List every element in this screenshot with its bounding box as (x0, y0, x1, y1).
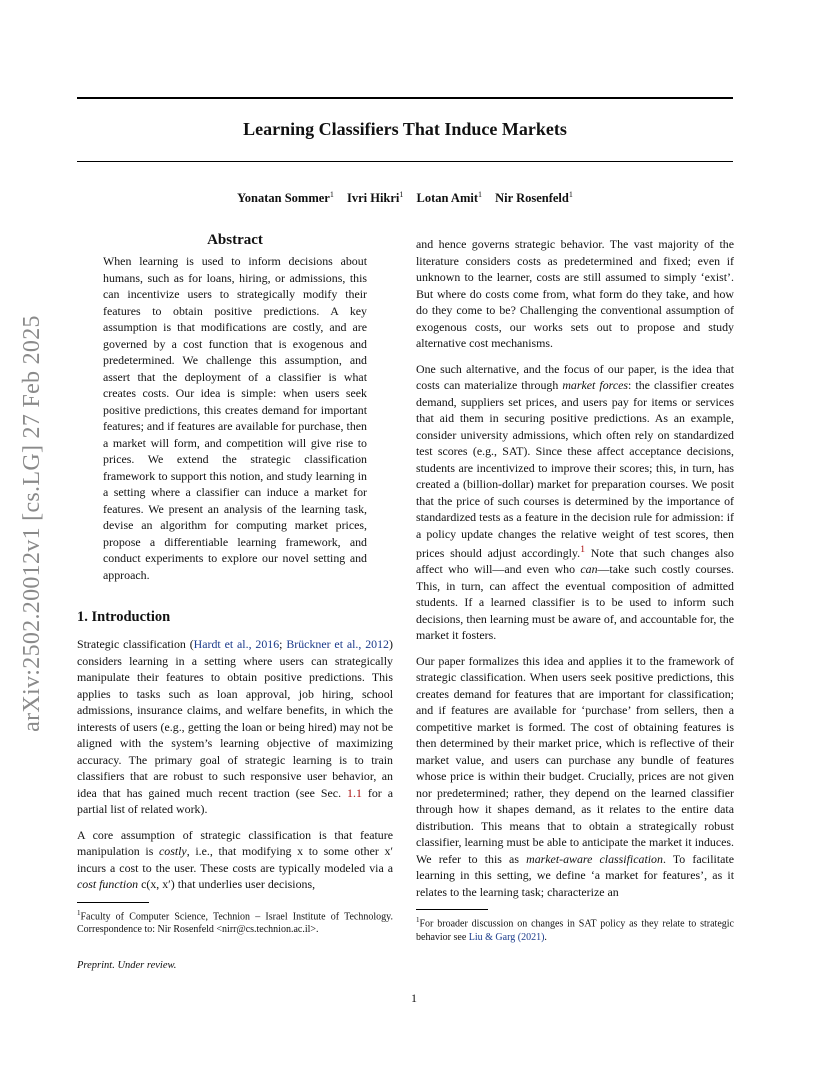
author: Yonatan Sommer$^1$ (237, 190, 334, 206)
intro-paragraph-4: One such alternative, and the focus of our paper, is the idea that costs can materialize through market forces: the classifier creates demand, suppliers set prices, and users pay for items or services that aid them in securing positive predictions. As an example, consider university admissions, which often rely on standardized test scores (e.g., SAT). Since these affect acceptance decisions, students are incentivized to improve their scores; this, in turn, has created a (billion-dollar) market for preparation courses. We posit that the price of such courses is determined by the importance of standardized tests as a feature in the decision rule for admission: if a policy update changes the relative weight of test scores, then prices should adjust accordingly.$^1$ Note that such changes also affect who will—and even who can—take such costly courses. This, in turn, can affect the eventual composition of admitted students. If a learned classifier is to be used to inform such decisions, then learning must be aware of, and accountable for, the market it fosters. (416, 361, 734, 643)
sat-policy-footnote: $^1$For broader discussion on changes in SAT policy as they relate to strategic behavior see Liu & Garg (2021). (416, 916, 734, 943)
preprint-notice: Preprint. Under review. (77, 960, 177, 971)
author: Lotan Amit$^1$ (416, 190, 482, 206)
footnote-marker-link[interactable]: 1 (580, 544, 586, 555)
title-top-rule (77, 97, 733, 99)
paper-title: Learning Classifiers That Induce Markets (243, 119, 567, 139)
footnote-rule (416, 909, 488, 910)
affiliation-footnote: $^1$Faculty of Computer Science, Technion – Israel Institute of Technology. Correspondence to: Nir Rosenfeld <nirr@cs.technion.ac.il>. (77, 908, 393, 935)
intro-paragraph-3: and hence governs strategic behavior. The vast majority of the literature considers costs as predetermined and fixed; even if unknown to the learner, costs are still assumed to simply ‘exist’. But where do costs come from, what form do they take, and how do they come to be? Challenging the conventional assumption of exogenous costs, our works sets out to propose and study alternative cost mechanisms. (416, 237, 734, 350)
section-reference-link[interactable]: 1.1 (347, 785, 362, 800)
abstract-heading: Abstract (207, 232, 263, 248)
arxiv-identifier-stamp[interactable] (6, 288, 58, 758)
section-heading-introduction: 1. Introduction (77, 609, 171, 625)
page-number: 1 (411, 991, 417, 1005)
author-list (77, 190, 733, 206)
left-column (77, 232, 393, 936)
intro-paragraph-2: A core assumption of strategic classification is that feature manipulation is costly, i.e., that modifying x to some other x′ incurs a cost to the user. These costs are typically modeled via a cost function c(x, x′) that underlies user decisions, (77, 827, 393, 891)
footnote-rule (77, 902, 149, 903)
citation-link[interactable]: Liu & Garg (2021) (468, 931, 545, 943)
abstract-text: When learning is used to inform decisions about humans, such as for loans, hiring, or admissions, this can incentivize users to strategically modify their features to obtain positive predictions. A key assumption is that modifications are costly, and are governed by a cost function that is exogenous and predetermined. We challenge this assumption, and assert that the deployment of a classifier is what creates costs. Our idea is simple: when users seek positive predictions, this creates demand for important features; and if features are available for purchase, then a market will form, and competition will give rise to prices. We extend the strategic classification framework to support this notion, and study learning in a setting where a classifier can induce a market for features. We present an analysis of the learning task, devise an algorithm for computing market prices, propose a differentiable learning framework, and conduct experiments to explore our novel setting and approach. (103, 254, 367, 582)
title-bottom-rule (77, 161, 733, 162)
citation-link[interactable]: Brückner et al., 2012 (286, 637, 390, 651)
intro-paragraph-1: Strategic classification (Hardt et al., 2016; Brückner et al., 2012) considers learning in a setting where users can strategically manipulate their features to obtain positive predictions. This applies to tasks such as loan approval, job hiring, school admissions, insurance claims, and welfare benefits, in which the interests of users (e.g., getting the loan or being hired) may not be aligned with the system’s learning objective of maximizing accuracy. The primary goal of strategic learning is to train classifiers that are robust to such responsive user behavior, an idea that has gained much recent traction (see Sec. 1.1 for a partial list of related work). (77, 637, 393, 816)
author: Ivri Hikri$^1$ (346, 190, 404, 206)
citation-link[interactable]: Hardt et al., 2016 (193, 637, 280, 651)
right-column (416, 236, 734, 944)
author: Nir Rosenfeld$^1$ (495, 190, 573, 206)
intro-paragraph-5: Our paper formalizes this idea and applies it to the framework of strategic classification. When users seek positive predictions, this creates demand for features that are important for classification; and if features are available for ‘purchase’ from sellers, then a competitive market is formed. The cost of obtaining features is then determined by their market price, which is reflective of their market value, and users can purchase any bundle of features whose price is within their budget. Crucially, prices are not given nor predetermined; rather, they depend on the learned classifier through how it shapes demand, as it relates to the entire data distribution. This means that to obtain a strategically robust classifier, learning must be able to anticipate the market it induces. We refer to this as market-aware classification. To facilitate learning in this setting, we define ‘a market for features’, as it relates to the learning task; characterize an (416, 653, 734, 899)
arxiv-stamp-text: arXiv:2502.20012v1 [cs.LG] 27 Feb 2025 (18, 314, 45, 732)
